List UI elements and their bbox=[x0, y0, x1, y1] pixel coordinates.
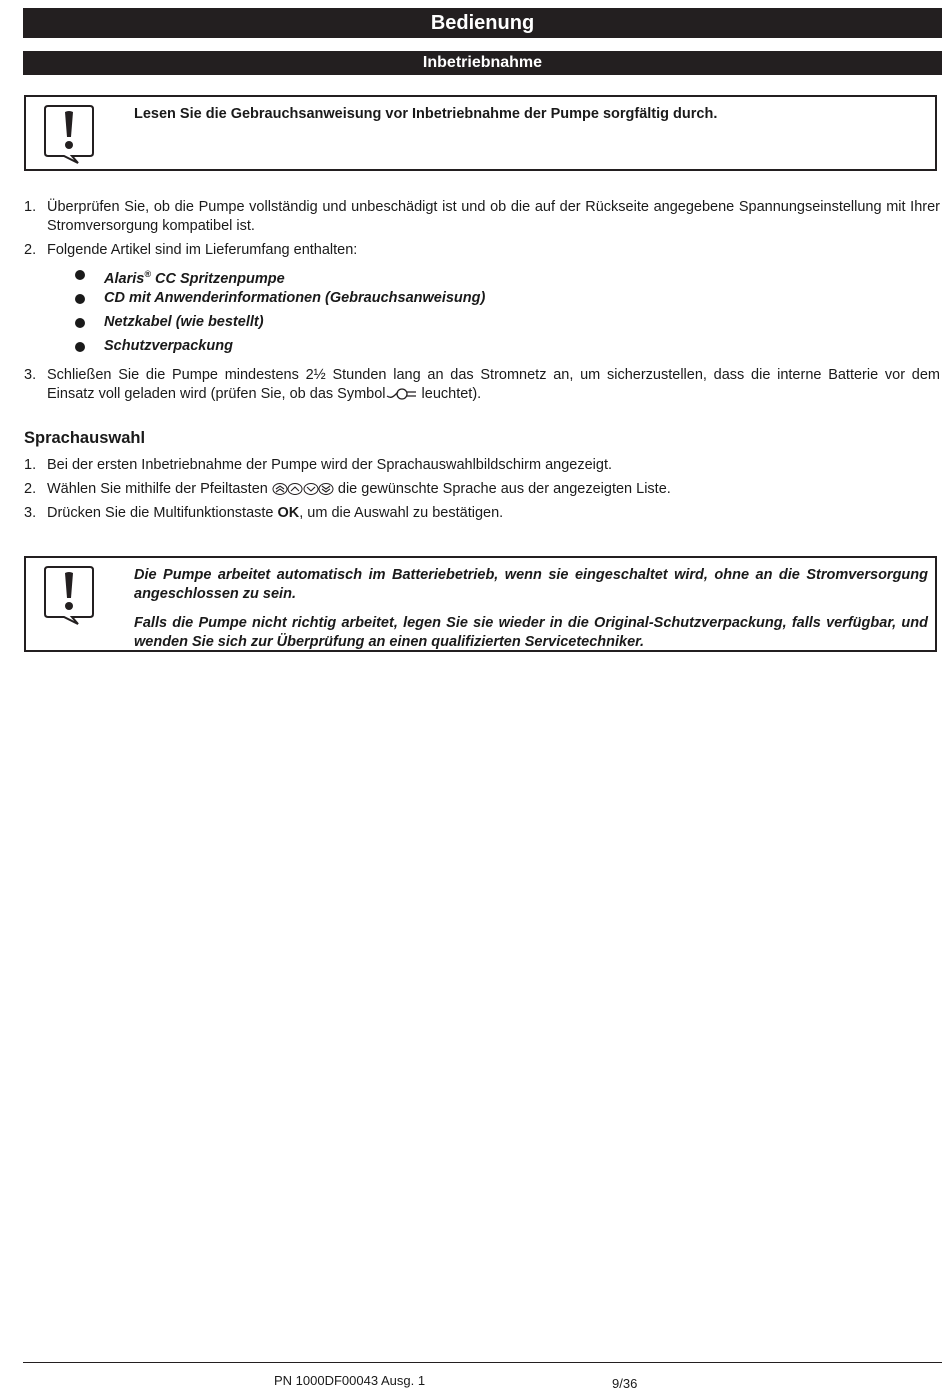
list-item: 2. Wählen Sie mithilfe der Pfeiltasten die gewünschte Sprache aus der angezeigten Liste. bbox=[24, 481, 671, 497]
list-item bbox=[24, 198, 940, 236]
item-number: 3. bbox=[24, 505, 37, 521]
part-number: PN 1000DF00043 Ausg. 1 bbox=[274, 1373, 426, 1388]
caution-box bbox=[24, 556, 937, 652]
item-number: 3. bbox=[24, 367, 37, 383]
item-text: Folgende Artikel sind im Lieferumfang enthalten: bbox=[47, 242, 358, 258]
package-contents bbox=[24, 265, 940, 361]
item-number: 2. bbox=[24, 481, 37, 497]
caution-text: Lesen Sie die Gebrauchsanweisung vor Inbetriebnahme der Pumpe sorgfältig durch. bbox=[134, 106, 718, 122]
caution-speech-bubble-icon bbox=[42, 564, 96, 626]
ok-key-label: OK bbox=[277, 505, 300, 521]
item-text: Überprüfen Sie, ob die Pumpe vollständig und unbeschädigt ist und ob die auf der Rückseite angegebene Spannungseinstellung mit Ihrer Stromversorgung kompatibel ist. bbox=[47, 199, 940, 234]
page-title: Bedienung bbox=[23, 8, 942, 38]
bullet-dot-icon bbox=[75, 270, 85, 280]
caution-text: Die Pumpe arbeitet automatisch im Batteriebetrieb, wenn sie eingeschaltet wird, ohne an die Stromversorgung angeschlossen zu sein. Falls die Pumpe nicht richtig arbeitet, legen Sie sie wieder in die Original-Schutzverpackung, falls verfügbar, und wenden Sie sich zur Überprüfung an einen qualifizierten Servicetechniker. bbox=[134, 567, 928, 650]
caution-box bbox=[24, 95, 937, 171]
item-number: 1. bbox=[24, 457, 37, 473]
bullet-dot-icon bbox=[75, 318, 85, 328]
bullet-item: Netzkabel (wie bestellt) bbox=[24, 313, 940, 337]
bullet-item: CD mit Anwenderinformationen (Gebrauchsanweisung) bbox=[24, 289, 940, 313]
bullet-item: Schutzverpackung bbox=[24, 337, 940, 361]
list-item: 3. Schließen Sie die Pumpe mindestens 2½ Stunden lang an das Stromnetz an, um sicherzustellen, dass die interne Batterie vor dem Einsatz voll geladen wird (prüfen Sie, ob das Symbol leuchtet). bbox=[24, 367, 940, 402]
bullet-dot-icon bbox=[75, 342, 85, 352]
caution-speech-bubble-icon bbox=[42, 103, 96, 165]
footer-divider bbox=[23, 1362, 942, 1363]
section-heading: Sprachauswahl bbox=[24, 429, 146, 447]
arrow-keys-icon bbox=[272, 482, 334, 496]
page-number: 9/36 bbox=[612, 1376, 638, 1391]
language-steps bbox=[24, 456, 940, 528]
list-item: 1. Bei der ersten Inbetriebnahme der Pumpe wird der Sprachauswahlbildschirm angezeigt. bbox=[24, 457, 612, 473]
setup-steps bbox=[24, 198, 940, 409]
mains-plug-icon bbox=[386, 387, 418, 401]
bullet-dot-icon bbox=[75, 294, 85, 304]
item-number: 1. bbox=[24, 199, 37, 215]
item-number: 2. bbox=[24, 242, 37, 258]
list-item: 3. Drücken Sie die Multifunktionstaste OK, um die Auswahl zu bestätigen. bbox=[24, 505, 504, 521]
section-title: Inbetriebnahme bbox=[23, 51, 942, 75]
bullet-item: Alaris® CC Spritzenpumpe bbox=[24, 265, 940, 289]
list-item bbox=[24, 241, 940, 260]
